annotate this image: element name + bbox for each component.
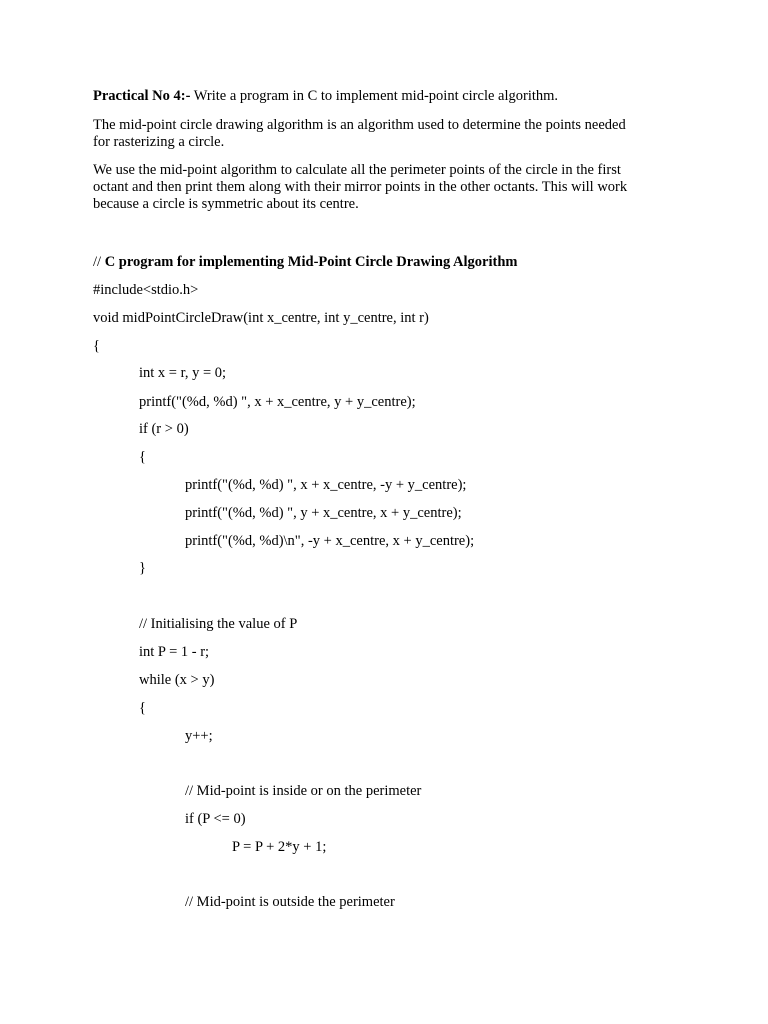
code-line: int x = r, y = 0; — [139, 365, 227, 381]
intro-line: octant and then print them along with their mirror points in the other octants. This will work — [93, 179, 628, 195]
code-line: printf("(%d, %d) ", x + x_centre, -y + y_centre); — [185, 477, 467, 493]
code-title-comment: // — [93, 254, 105, 270]
intro-line: for rasterizing a circle. — [93, 134, 225, 150]
code-line: } — [139, 560, 146, 576]
code-line: while (x > y) — [139, 672, 215, 688]
code-line: { — [93, 338, 100, 354]
code-line: P = P + 2*y + 1; — [232, 839, 327, 855]
code-line: printf("(%d, %d)\n", -y + x_centre, x + y_centre); — [185, 533, 475, 549]
code-line: { — [139, 700, 146, 716]
intro-line: The mid-point circle drawing algorithm is an algorithm used to determine the points needed — [93, 117, 626, 133]
intro-line: because a circle is symmetric about its centre. — [93, 196, 359, 212]
code-line: printf("(%d, %d) ", x + x_centre, y + y_centre); — [139, 394, 416, 410]
intro-paragraph-1 — [93, 117, 673, 151]
code-title-text: C program for implementing Mid-Point Circle Drawing Algorithm — [104, 254, 518, 270]
code-line: int P = 1 - r; — [139, 644, 210, 660]
code-line: y++; — [185, 728, 213, 744]
code-comment: // Mid-point is outside the perimeter — [185, 894, 395, 910]
code-comment: // Mid-point is inside or on the perimeter — [185, 783, 422, 799]
practical-description: Write a program in C to implement mid-point circle algorithm. — [190, 88, 559, 104]
intro-line: We use the mid-point algorithm to calculate all the perimeter points of the circle in the first — [93, 162, 621, 178]
code-line: void midPointCircleDraw(int x_centre, int y_centre, int r) — [93, 310, 429, 326]
code-line: if (P <= 0) — [185, 811, 246, 827]
code-line: printf("(%d, %d) ", y + x_centre, x + y_centre); — [185, 505, 462, 521]
code-title — [93, 254, 518, 271]
code-line: #include<stdio.h> — [93, 282, 199, 298]
code-line: { — [139, 449, 146, 465]
intro-paragraph-2 — [93, 162, 673, 213]
practical-number: Practical No 4:- — [93, 88, 191, 104]
code-comment: // Initialising the value of P — [139, 616, 298, 632]
code-line: if (r > 0) — [139, 421, 189, 437]
practical-heading — [93, 88, 558, 105]
